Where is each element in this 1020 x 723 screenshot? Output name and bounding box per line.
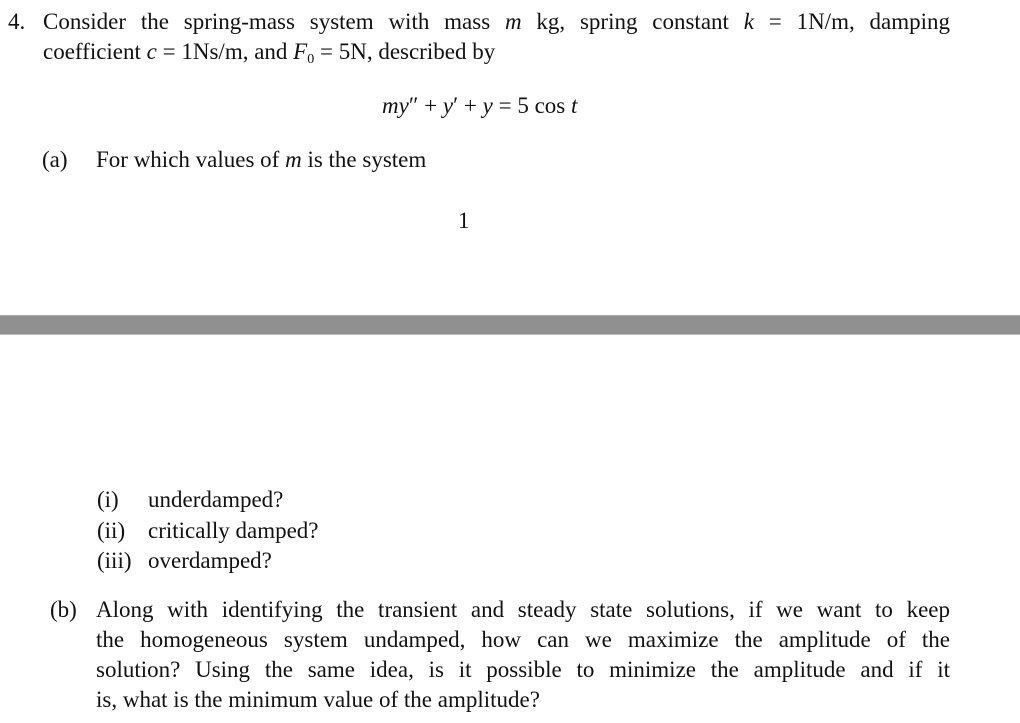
part-b-line: is, what is the minimum value of the amplitude? [96, 687, 540, 712]
item-label: (ii) [97, 518, 126, 543]
eq-op: + [458, 93, 483, 118]
var-m: m [504, 9, 522, 34]
item-text: overdamped? [148, 548, 272, 573]
text: kg, spring constant [521, 9, 744, 34]
text: is the system [301, 147, 427, 172]
eq-rhs: = 5 cos [492, 93, 571, 118]
part-a-label: (a) [42, 147, 68, 172]
part-b-line: the homogeneous system undamped, how can we maximize the amplitude of the [96, 627, 950, 652]
item-text: critically damped? [148, 518, 319, 543]
part-b-line: Along with identifying the transient and steady state solutions, if we want to keep [96, 597, 950, 622]
eq-prime: ′ [453, 93, 459, 118]
var-F: F [293, 39, 308, 64]
text: = 1N/m, damping [753, 9, 951, 34]
var-m: m [285, 147, 302, 172]
text: For which values of [96, 147, 286, 172]
part-a-question [96, 146, 426, 174]
subscript: 0 [307, 52, 315, 67]
var-k: k [743, 9, 754, 34]
eq-op: + [418, 93, 443, 118]
equation [382, 92, 577, 120]
page-break-divider [0, 315, 1020, 335]
eq-term: y [442, 93, 454, 118]
item-label: (i) [97, 487, 119, 512]
problem-number: 4. [8, 9, 26, 34]
eq-term: my [382, 93, 409, 118]
page-number: 1 [458, 208, 470, 233]
var-c: c [146, 39, 157, 64]
text: Consider the spring-mass system with mass [43, 9, 505, 34]
item-label: (iii) [97, 548, 132, 573]
eq-prime: ″ [408, 93, 419, 118]
eq-term: y [482, 93, 493, 118]
item-text: underdamped? [148, 487, 284, 512]
eq-var-t: t [571, 93, 578, 118]
intro-line-1 [43, 8, 950, 36]
intro-line-2 [43, 38, 495, 74]
text: = 5N, described by [314, 39, 496, 64]
text: coefficient [43, 39, 147, 64]
part-b-line: solution? Using the same idea, is it possible to minimize the amplitude and if it [96, 657, 950, 682]
part-b-label: (b) [50, 597, 77, 622]
text: = 1Ns/m, and [156, 39, 294, 64]
